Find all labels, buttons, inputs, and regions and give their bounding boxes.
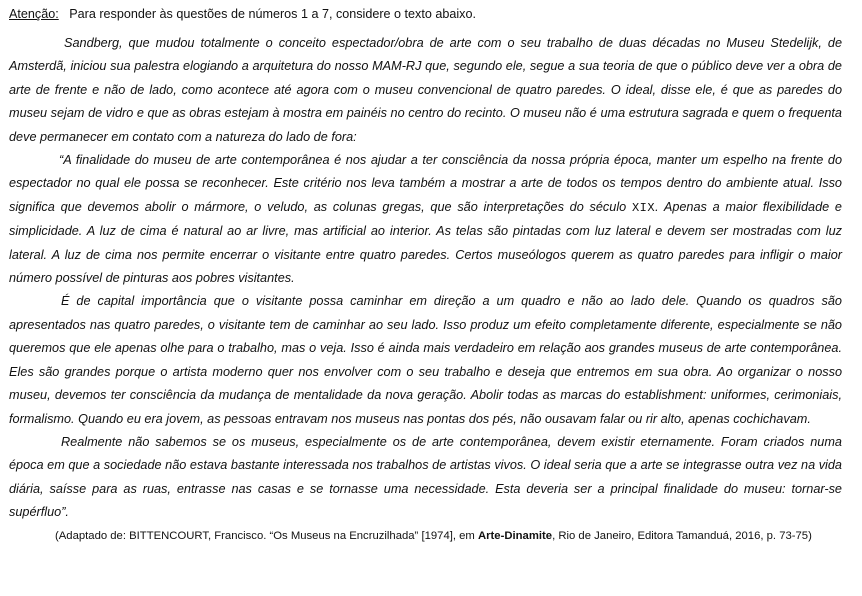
paragraph-2-part-1: “A finalidade do museu de arte contemporânea é nos ajudar a ter consciência da nossa própria época, manter um espelho na frente do espectador no qual ele possa se reconhecer. Este critério nos leva também a mostrar a arte de todos os tempos dentro do ambiente atual. Isso significa que devemos abolir o mármore, o veludo, as colunas gregas, que são interpretações do século	[9, 153, 842, 214]
paragraph-2-part-2: . Apenas a maior flexibilidade e simplicidade. A luz de cima é natural ao ar livre, mas artificial ao interior. As telas são pintadas com luz lateral e devem ser mostradas com luz lateral. A luz de cima nos permite encerrar o visitante entre quatro paredes. Certos museólogos querem as quatro paredes para infligir o maior número possível de pinturas aos pobres visitantes.	[9, 199, 842, 286]
roman-numeral: XIX	[631, 200, 656, 215]
article-text	[9, 32, 842, 525]
attention-label: Atenção:	[9, 7, 59, 21]
instruction-text: Para responder às questões de números 1 a 7, considere o texto abaixo.	[69, 7, 476, 21]
paragraph-3: É de capital importância que o visitante possa caminhar em direção a um quadro e não ao lado dele. Quando os quadros são apresentados nas quatro paredes, o visitante tem de caminhar ao seu lado. Isso produz um efeito completamente diferente, especialmente se não queremos que ele apenas olhe para o trabalho, mas o veja. Isso é ainda mais verdadeiro em relação aos grandes museus de arte contemporânea. Eles são grandes porque o artista moderno quer nos envolver com o seu trabalho e deseja que entremos em sua obra. Ao organizar o nosso museu, devemos ter consciência da mudança de mentalidade da nova geração. Abolir todas as marcas do establishment: uniformes, cerimoniais, formalismo. Quando eu era jovem, as pessoas entravam nos museus nas pontas dos pés, não ousavam falar ou rir alto, apenas cochichavam.	[9, 294, 842, 426]
paragraph-4: Realmente não sabemos se os museus, especialmente os de arte contemporânea, devem existir eternamente. Foram criados numa época em que a sociedade não estava bastante interessada nos trabalhos de artistas vivos. O ideal seria que a arte se integrasse outra vez na vida diária, saísse para as ruas, entrasse nas casas e se tornasse uma necessidade. Esta deveria ser a principal finalidade do museu: tornar-se supérfluo”.	[9, 434, 842, 520]
paragraph-1: Sandberg, que mudou totalmente o conceito espectador/obra de arte com o seu trabalho de duas décadas no Museu Stedelijk, de Amsterdã, iniciou sua palestra elogiando a arquitetura do nosso MAM-RJ que, segundo ele, segue a sua teoria de que o público deve ver a obra de arte de frente e não de lado, como acontece até agora com o museu convencional de quatro paredes. O ideal, disse ele, é que as paredes do museu sejam de vidro e que as obras estejam à mostra em painéis no centro do recinto. O museu não é uma estrutura sagrada e quem o frequenta deve permanecer em contato com a natureza do lado de fora:	[9, 36, 842, 144]
source-citation	[55, 529, 842, 544]
instruction-header	[9, 6, 842, 22]
paragraph-2	[9, 149, 842, 290]
citation-suffix: , Rio de Janeiro, Editora Tamanduá, 2016, p. 73-75)	[552, 529, 812, 542]
citation-prefix: (Adaptado de: BITTENCOURT, Francisco. “Os Museus na Encruzilhada” [1974], em	[55, 529, 478, 542]
citation-book-title: Arte-Dinamite	[477, 529, 553, 542]
